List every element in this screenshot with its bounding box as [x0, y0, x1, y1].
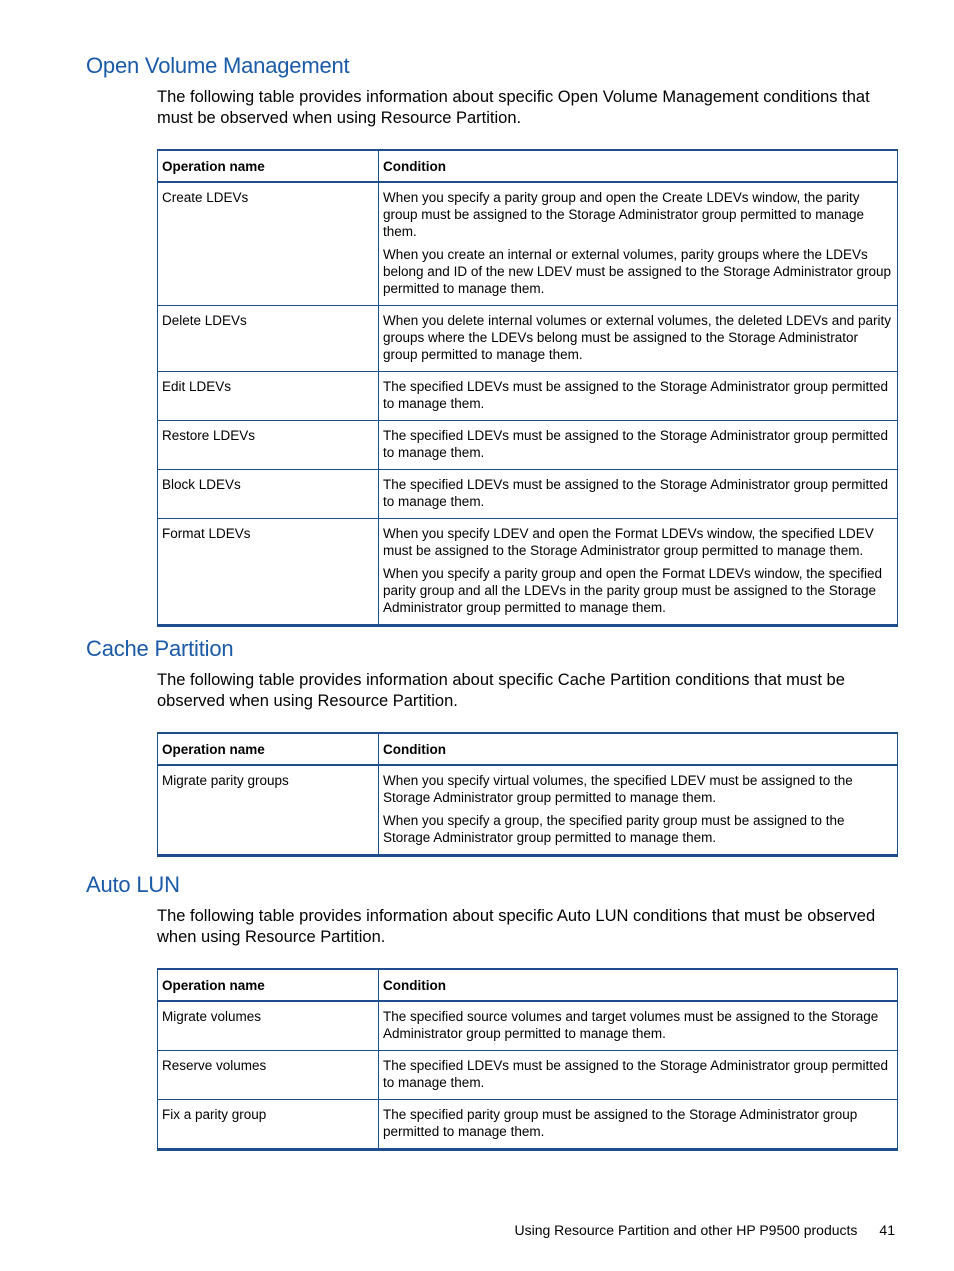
condition-paragraph: The specified LDEVs must be assigned to the Storage Administrator group permitted to manage them.	[383, 1058, 889, 1090]
table-header-row	[158, 733, 898, 765]
condition-cell	[379, 182, 898, 306]
condition-paragraph: When you create an internal or external volumes, parity groups where the LDEVs belong and ID of the new LDEV must be assigned to the Storage Administrator group permitted to manage them.	[383, 247, 892, 296]
section-title: Auto LUN	[86, 872, 180, 897]
condition-cell	[379, 1051, 898, 1100]
table-row	[158, 470, 898, 519]
condition-cell	[379, 306, 898, 372]
condition-cell	[379, 421, 898, 470]
table-row	[158, 372, 898, 421]
condition-cell	[379, 519, 898, 626]
operation-name-cell: Reserve volumes	[158, 1051, 379, 1100]
condition-paragraph: When you specify a parity group and open the Create LDEVs window, the parity group must be assigned to the Storage Administrator group permitted to manage them.	[383, 190, 865, 239]
condition-cell	[379, 372, 898, 421]
table-row	[158, 306, 898, 372]
condition-paragraph: When you delete internal volumes or external volumes, the deleted LDEVs and parity groups where the LDEVs belong must be assigned to the Storage Administrator group permitted to manage them.	[383, 313, 892, 362]
condition-paragraph: When you specify virtual volumes, the specified LDEV must be assigned to the Storage Administrator group permitted to manage them.	[383, 773, 853, 805]
page-number: 41	[879, 1222, 895, 1238]
operation-name-cell: Delete LDEVs	[158, 306, 379, 372]
condition-paragraph: The specified parity group must be assigned to the Storage Administrator group permitted to manage them.	[383, 1107, 858, 1139]
operation-name-cell: Edit LDEVs	[158, 372, 379, 421]
operation-name-cell: Migrate parity groups	[158, 765, 379, 856]
condition-cell	[379, 765, 898, 856]
condition-cell	[379, 1001, 898, 1051]
operation-name-cell: Migrate volumes	[158, 1001, 379, 1051]
condition-paragraph: When you specify a group, the specified parity group must be assigned to the Storage Administrator group permitted to manage them.	[383, 813, 845, 845]
operation-name-cell: Fix a parity group	[158, 1100, 379, 1150]
table-row	[158, 1051, 898, 1100]
conditions-table	[157, 149, 898, 627]
header-condition: Condition	[379, 733, 898, 765]
header-operation-name: Operation name	[158, 733, 379, 765]
table-row	[158, 1100, 898, 1150]
conditions-table	[157, 968, 898, 1151]
conditions-table	[157, 732, 898, 857]
table-row	[158, 421, 898, 470]
operation-name-cell: Create LDEVs	[158, 182, 379, 306]
section-intro: The following table provides information about specific Cache Partition conditions that must be observed when using Resource Partition.	[157, 671, 845, 710]
footer-text: Using Resource Partition and other HP P9500 products	[514, 1222, 858, 1238]
table-row	[158, 519, 898, 626]
table-header-row	[158, 150, 898, 182]
condition-paragraph: The specified LDEVs must be assigned to the Storage Administrator group permitted to manage them.	[383, 379, 889, 411]
table-row	[158, 1001, 898, 1051]
condition-paragraph: The specified LDEVs must be assigned to the Storage Administrator group permitted to manage them.	[383, 477, 889, 509]
header-operation-name: Operation name	[158, 969, 379, 1001]
header-condition: Condition	[379, 150, 898, 182]
section-title: Open Volume Management	[86, 53, 350, 78]
condition-cell	[379, 1100, 898, 1150]
operation-name-cell: Restore LDEVs	[158, 421, 379, 470]
condition-cell	[379, 470, 898, 519]
header-condition: Condition	[379, 969, 898, 1001]
operation-name-cell: Format LDEVs	[158, 519, 379, 626]
header-operation-name: Operation name	[158, 150, 379, 182]
condition-paragraph: When you specify a parity group and open the Format LDEVs window, the specified parity group and all the LDEVs in the parity group must be assigned to the Storage Administrator group permitted to manage them.	[383, 566, 883, 615]
table-row	[158, 182, 898, 306]
condition-paragraph: The specified source volumes and target volumes must be assigned to the Storage Administrator group permitted to manage them.	[383, 1009, 879, 1041]
condition-paragraph: When you specify LDEV and open the Format LDEVs window, the specified LDEV must be assigned to the Storage Administrator group permitted to manage them.	[383, 526, 874, 558]
operation-name-cell: Block LDEVs	[158, 470, 379, 519]
table-row	[158, 765, 898, 856]
section-intro: The following table provides information about specific Auto LUN conditions that must be observed when using Resource Partition.	[157, 907, 876, 946]
section-intro: The following table provides information about specific Open Volume Management conditions that must be observed when using Resource Partition.	[157, 88, 870, 127]
section-title: Cache Partition	[86, 636, 234, 661]
table-header-row	[158, 969, 898, 1001]
page-footer	[514, 1222, 895, 1238]
condition-paragraph: The specified LDEVs must be assigned to the Storage Administrator group permitted to manage them.	[383, 428, 889, 460]
